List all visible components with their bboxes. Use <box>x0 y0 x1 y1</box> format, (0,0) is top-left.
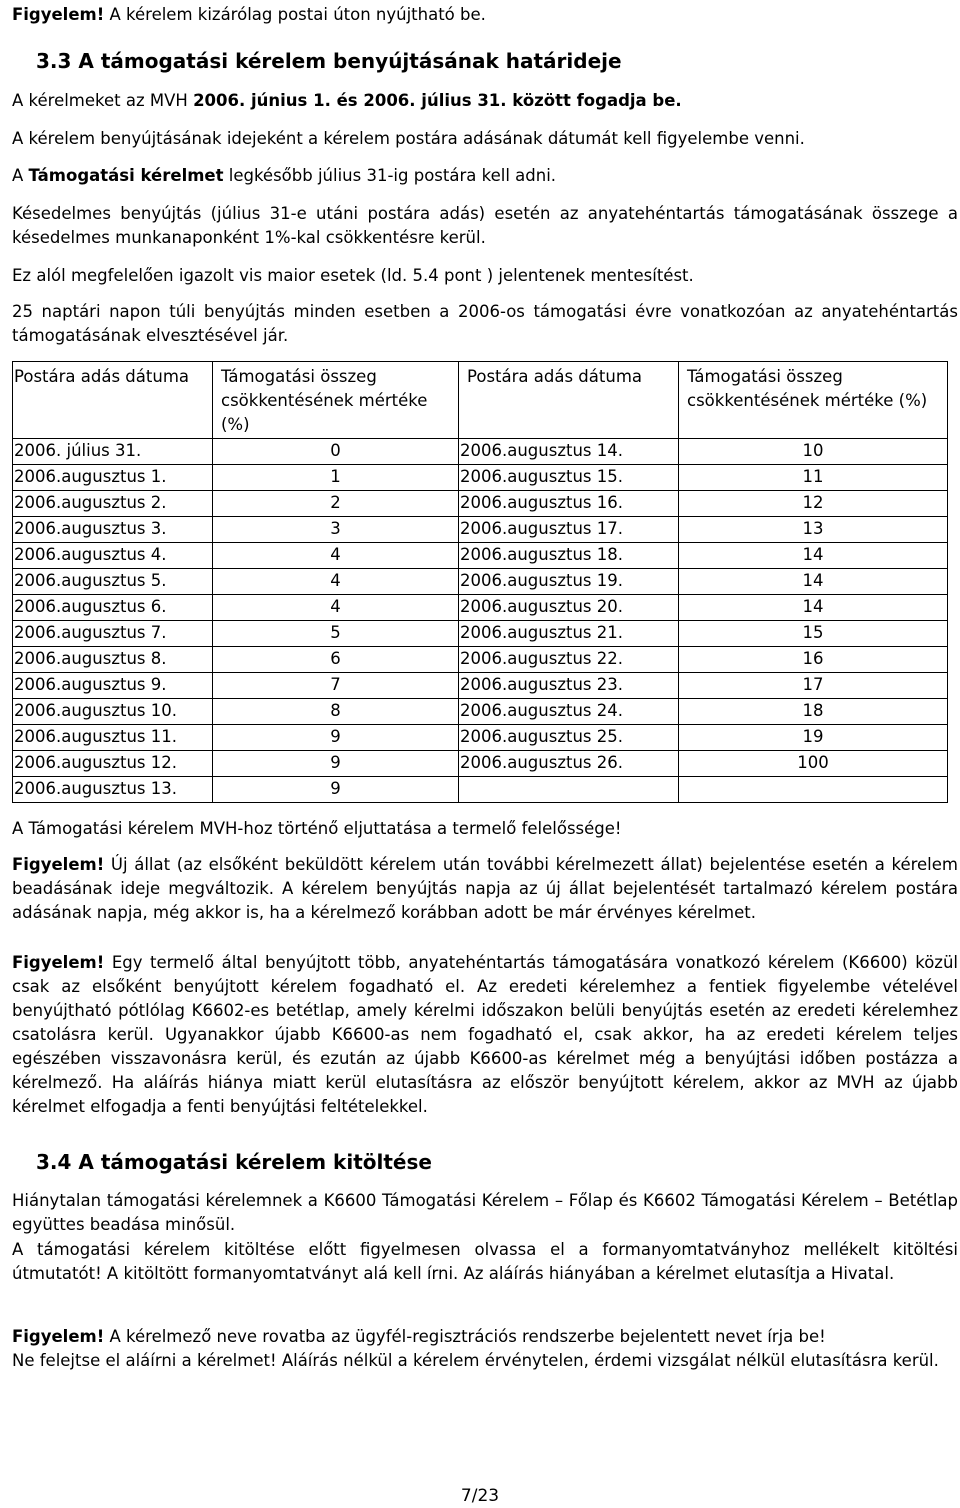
table-cell: 2006.augusztus 5. <box>13 569 213 595</box>
table-cell: 11 <box>679 465 948 491</box>
table-cell: 2006.augusztus 3. <box>13 517 213 543</box>
page-number: 7/23 <box>460 1486 500 1506</box>
signature-note: Ne felejtse el aláírni a kérelmet! Aláírás nélkül a kérelem érvénytelen, érdemi vizsgálat nélkül elutasításra kerül. <box>12 1351 939 1370</box>
table-row <box>13 543 948 569</box>
table-cell: 2006.augusztus 13. <box>13 777 213 803</box>
table-cell: 2006. július 31. <box>13 439 213 465</box>
table-cell: 2006.augusztus 4. <box>13 543 213 569</box>
table-cell: 3 <box>213 517 459 543</box>
table-cell: 18 <box>679 699 948 725</box>
table-row <box>13 491 948 517</box>
late-submission-paragraph: Késedelmes benyújtás (július 31-e utáni postára adás) esetén az anyatehéntartás támogatásának összege a késedelmes munkanaponként 1%-kal csökkentésre kerül. <box>12 204 958 247</box>
table-cell: 0 <box>213 439 459 465</box>
table-cell: 2006.augusztus 12. <box>13 751 213 777</box>
table-cell: 7 <box>213 673 459 699</box>
complete-application-paragraph: Hiánytalan támogatási kérelemnek a K6600 Támogatási Kérelem – Főlap és K6602 Támogatási Kérelem – Betétlap együttes beadása minősül. <box>12 1191 958 1234</box>
table-cell: 2006.augusztus 11. <box>13 725 213 751</box>
responsibility-note: A Támogatási kérelem MVH-hoz történő eljuttatása a termelő felelőssége! <box>12 819 622 838</box>
table-row <box>13 439 948 465</box>
section-3-3-heading: 3.3 A támogatási kérelem benyújtásának határideje <box>36 49 622 73</box>
table-cell: 2006.augusztus 21. <box>459 621 679 647</box>
multiple-application-note <box>12 951 958 1119</box>
table-cell: 2006.augusztus 2. <box>13 491 213 517</box>
warning-label: Figyelem! <box>12 953 105 972</box>
table-cell: 14 <box>679 595 948 621</box>
table-cell: 14 <box>679 543 948 569</box>
column-header: Támogatási összeg csökkentésének mértéke (%) <box>679 362 948 439</box>
vis-maior-paragraph: Ez alól megfelelően igazolt vis maior esetek (ld. 5.4 pont ) jelentenek mentesítést. <box>12 266 694 285</box>
column-header: Postára adás dátuma <box>13 362 213 439</box>
table-cell: 2006.augusztus 26. <box>459 751 679 777</box>
table-row <box>13 517 948 543</box>
table-cell: 2006.augusztus 8. <box>13 647 213 673</box>
table-cell: 2006.augusztus 20. <box>459 595 679 621</box>
column-header: Támogatási összeg csökkentésének mértéke (%) <box>213 362 459 439</box>
table-cell: 13 <box>679 517 948 543</box>
new-animal-text: Új állat (az elsőként beküldött kérelem után további kérelmezett állat) bejelentése esetén a kérelem beadásának ideje megváltozik. A kérelem benyújtás napja az új állat bejelentését tartalmazó kérelem postára adásának napja, még akkor is, ha a kérelmező korábban adott be már érvényes kérelmet. <box>12 855 958 922</box>
filling-guide-paragraph: A támogatási kérelem kitöltése előtt figyelmesen olvassa el a formanyomtatványhoz mellékelt kitöltési útmutatót! A kitöltött formanyomtatványt alá kell írni. Az aláírás hiányában a kérelmet elutasítja a Hivatal. <box>12 1240 958 1283</box>
warning-label: Figyelem! <box>12 855 105 874</box>
table-cell: 2006.augusztus 9. <box>13 673 213 699</box>
deadline-paragraph <box>12 89 682 113</box>
name-field-text: A kérelmező neve rovatba az ügyfél-regisztrációs rendszerbe bejelentett nevet írja be! <box>104 1327 826 1346</box>
table-cell: 16 <box>679 647 948 673</box>
table-row <box>13 621 948 647</box>
table-row <box>13 725 948 751</box>
table-cell: 2006.augusztus 10. <box>13 699 213 725</box>
table-cell: 2006.augusztus 22. <box>459 647 679 673</box>
table-cell <box>459 777 679 803</box>
reduction-table <box>12 361 948 803</box>
deadline-dates: 2006. június 1. és 2006. július 31. között fogadja be. <box>193 91 682 110</box>
table-cell: 2006.augusztus 17. <box>459 517 679 543</box>
top-note-text: A kérelem kizárólag postai úton nyújtható be. <box>104 5 486 24</box>
latest-date-text-a: A <box>12 166 29 185</box>
table-cell: 4 <box>213 569 459 595</box>
table-cell: 2006.augusztus 14. <box>459 439 679 465</box>
table-cell: 2006.augusztus 1. <box>13 465 213 491</box>
table-cell: 2006.augusztus 23. <box>459 673 679 699</box>
table-cell <box>679 777 948 803</box>
table-row <box>13 673 948 699</box>
table-cell: 2006.augusztus 6. <box>13 595 213 621</box>
table-row <box>13 751 948 777</box>
table-cell: 17 <box>679 673 948 699</box>
table-cell: 4 <box>213 595 459 621</box>
new-animal-note <box>12 853 958 925</box>
table-cell: 12 <box>679 491 948 517</box>
table-row <box>13 595 948 621</box>
table-row <box>13 569 948 595</box>
table-cell: 19 <box>679 725 948 751</box>
table-cell: 2 <box>213 491 459 517</box>
table-cell: 8 <box>213 699 459 725</box>
table-row <box>13 465 948 491</box>
table-cell: 2006.augusztus 16. <box>459 491 679 517</box>
table-cell: 100 <box>679 751 948 777</box>
latest-date-text-c: legkésőbb július 31-ig postára kell adni. <box>223 166 557 185</box>
loss-paragraph: 25 naptári napon túli benyújtás minden esetben a 2006-os támogatási évre vonatkozóan az anyatehéntartás támogatásának elvesztésével jár. <box>12 302 958 345</box>
table-cell: 5 <box>213 621 459 647</box>
table-cell: 14 <box>679 569 948 595</box>
table-cell: 9 <box>213 725 459 751</box>
table-row <box>13 647 948 673</box>
table-cell: 2006.augusztus 18. <box>459 543 679 569</box>
table-cell: 2006.augusztus 19. <box>459 569 679 595</box>
table-cell: 2006.augusztus 24. <box>459 699 679 725</box>
name-field-note <box>12 1325 958 1349</box>
deadline-text: A kérelmeket az MVH <box>12 91 194 110</box>
table-cell: 2006.augusztus 7. <box>13 621 213 647</box>
table-header-row <box>13 362 948 439</box>
column-header: Postára adás dátuma <box>459 362 679 439</box>
latest-date-bold: Támogatási kérelmet <box>28 166 224 185</box>
table-row <box>13 699 948 725</box>
table-cell: 9 <box>213 777 459 803</box>
top-note <box>12 3 958 27</box>
table-cell: 1 <box>213 465 459 491</box>
warning-label: Figyelem! <box>12 5 105 24</box>
table-cell: 4 <box>213 543 459 569</box>
postmark-paragraph: A kérelem benyújtásának idejeként a kérelem postára adásának dátumát kell figyelembe venni. <box>12 129 805 148</box>
section-3-4-heading: 3.4 A támogatási kérelem kitöltése <box>36 1150 432 1174</box>
latest-date-paragraph <box>12 164 556 188</box>
table-cell: 9 <box>213 751 459 777</box>
table-row <box>13 777 948 803</box>
table-cell: 6 <box>213 647 459 673</box>
multiple-application-text: Egy termelő által benyújtott több, anyatehéntartás támogatására vonatkozó kérelem (K6600) közül csak az elsőként benyújtott kérelem fogadható el. Az eredeti kérelemhez a fentiek figyelembe vételével benyújtható pótlólag K6602-es betétlap, amely kérelmi időszakon belüli benyújtás esetén az eredeti kérelemhez csatolásra kerül. Ugyanakkor újabb K6600-as nem fogadható el, csak akkor, ha az eredeti kérelem teljes egészében visszavonásra kerül, és ezután az újabb K6600-as kérelmet még a benyújtási időben postázza a kérelmező. Ha aláírás hiánya miatt kerül elutasításra az először benyújtott kérelem, akkor az MVH az újabb kérelmet elfogadja a fenti benyújtási feltételekkel. <box>12 953 958 1116</box>
warning-label: Figyelem! <box>12 1327 105 1346</box>
table-cell: 2006.augusztus 15. <box>459 465 679 491</box>
table-cell: 2006.augusztus 25. <box>459 725 679 751</box>
table-cell: 10 <box>679 439 948 465</box>
table-cell: 15 <box>679 621 948 647</box>
